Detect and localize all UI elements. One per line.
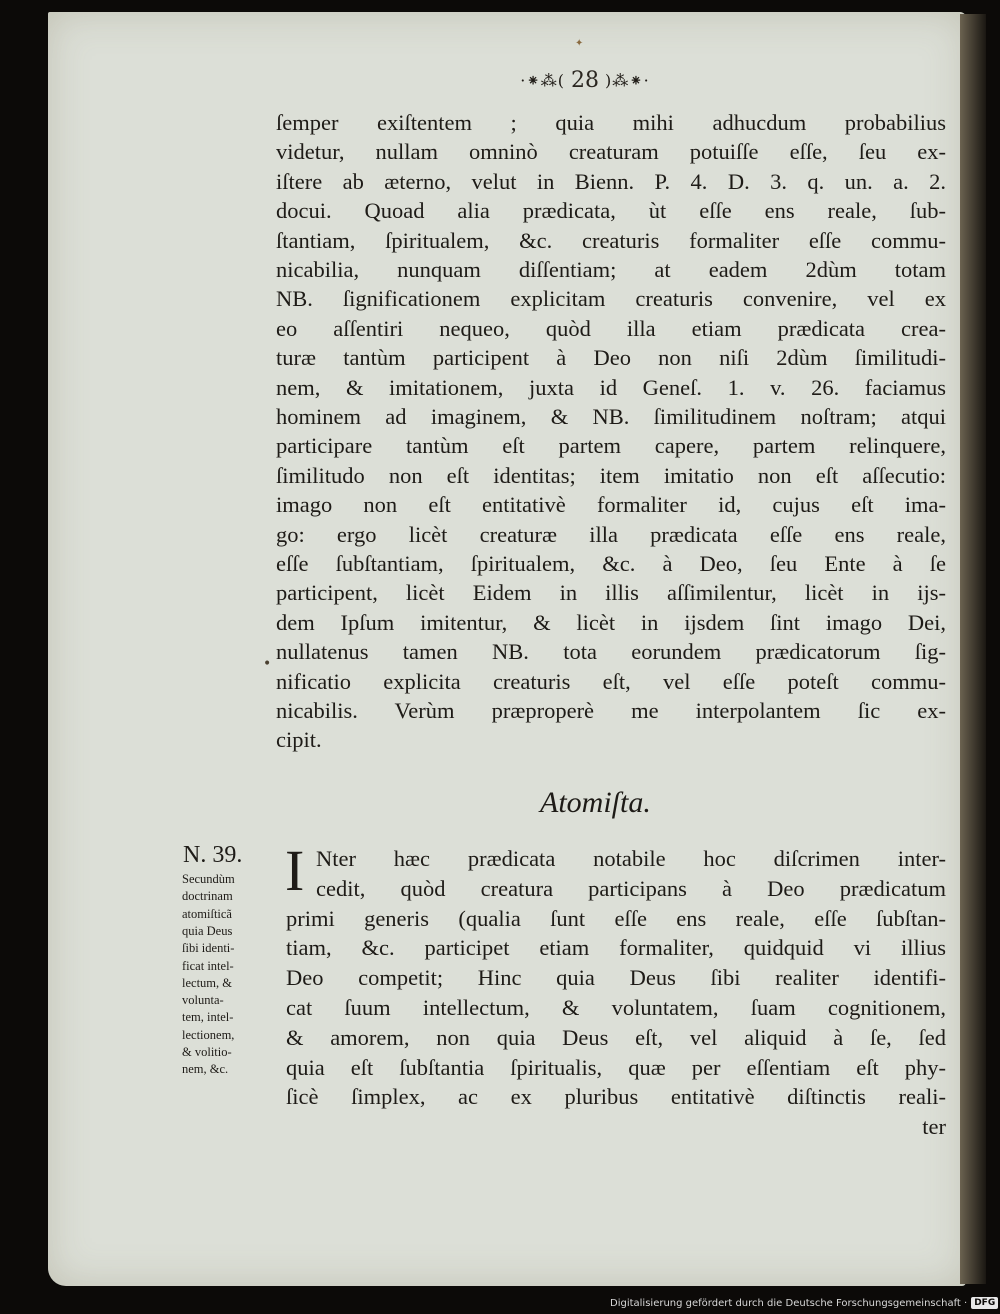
text-line: nificatio explicita creaturis eſt, vel eſſe poteſt commu- [276, 668, 946, 694]
text-line: videtur, nullam omninò creaturam potuiſſe eſſe, ſeu ex- [276, 139, 946, 165]
digitization-footer [610, 1297, 998, 1309]
text-line: participare tantùm eſt partem capere, partem relinquere, [276, 433, 946, 459]
text-line: iſtere ab æterno, velut in Bienn. P. 4. D. 3. q. un. a. 2. [276, 168, 946, 194]
section-heading: Atomiſta. [540, 786, 651, 819]
margin-dot: • [263, 656, 272, 672]
text-line: primi generis (qualia ſunt eſſe ens reale, eſſe ſubſtan- [286, 905, 946, 931]
text-line: nullatenus tamen NB. tota eorundem prædicatorum ſig- [276, 639, 946, 665]
margin-note-line: & volitio- [182, 1045, 232, 1059]
text-line: eo aſſentiri nequeo, quòd illa etiam prædicata crea- [276, 315, 946, 341]
margin-note-line: ſibi identi- [182, 941, 235, 956]
text-line: ſemper exiſtentem ; quia mihi adhucdum probabilius [276, 110, 946, 135]
margin-number: N. 39. [183, 842, 243, 868]
margin-note-line: tem, intel- [182, 1010, 234, 1025]
page-edge [960, 14, 986, 1284]
text-line: NB. ſignificationem explicitam creaturis convenire, vel ex [276, 286, 946, 312]
text-line: Nter hæc prædicata notabile hoc diſcrimen inter- [316, 846, 946, 871]
ornament-left: ·⁕⁂( [520, 70, 565, 90]
margin-note-line: doctrinam [182, 889, 233, 904]
page-number: 28 [571, 67, 599, 93]
text-line: ſicè ſimplex, ac ex pluribus entitativè diſtinctis reali- [286, 1084, 946, 1110]
drop-cap: I [285, 838, 305, 903]
text-line: nem, & imitationem, juxta id Geneſ. 1. v. 26. faciamus [276, 374, 946, 400]
text-line: quia eſt ſubſtantia ſpiritualis, quæ per eſſentiam eſt phy- [286, 1054, 946, 1080]
text-line: turæ tantùm participent à Deo non niſi 2dùm ſimilitudi- [276, 345, 946, 371]
margin-note-line: atomiſticã [182, 906, 232, 921]
margin-note-line: lectionem, [182, 1027, 235, 1042]
margin-note-line: quia Deus [182, 923, 233, 938]
text-line: ter [922, 1114, 946, 1140]
text-line: dem Ipſum imitentur, & licèt in ijsdem ſint imago Dei, [276, 609, 946, 635]
margin-note-line: lectum, & [182, 975, 232, 990]
text-line: participent, licèt Eidem in illis aſſimilentur, licèt in ijs- [276, 580, 946, 606]
ink-dot: ✦ [575, 38, 584, 49]
margin-note-line: Secundùm [182, 872, 235, 886]
text-line: eſſe ſubſtantiam, ſpiritualem, &c. à Deo, ſeu Ente à ſe [276, 551, 946, 576]
page-header [470, 62, 700, 98]
text-line: docui. Quoad alia prædicata, ùt eſſe ens reale, ſub- [276, 198, 946, 224]
dfg-logo: DFG [971, 1297, 998, 1309]
margin-note-line: ficat intel- [182, 958, 234, 973]
text-line: nicabilia, nunquam diſſentiam; at eadem 2dùm totam [276, 257, 946, 282]
margin-note-line: nem, &c. [182, 1062, 229, 1077]
text-line: cat ſuum intellectum, & voluntatem, ſuam cognitionem, [286, 995, 946, 1020]
footer-text: Digitalisierung gefördert durch die Deutsche Forschungsgemeinschaft · [610, 1297, 968, 1309]
text-line: cipit. [276, 727, 322, 753]
text-line: tiam, &c. participet etiam formaliter, quidquid vi illius [286, 935, 946, 961]
text-line: Deo competit; Hinc quia Deus ſibi realiter identifi- [286, 965, 946, 991]
text-line: nicabilis. Verùm præproperè me interpolantem ſic ex- [276, 698, 946, 723]
text-line: cedit, quòd creatura participans à Deo prædicatum [316, 875, 946, 901]
text-line: hominem ad imaginem, & NB. ſimilitudinem noſtram; atqui [276, 404, 946, 429]
margin-note-line: volunta- [182, 993, 224, 1008]
text-line: go: ergo licèt creaturæ illa prædicata eſſe ens reale, [276, 521, 946, 547]
text-line: imago non eſt entitativè formaliter id, cujus eſt ima- [276, 492, 946, 518]
text-line: ſimilitudo non eſt identitas; item imitatio non eſt aſſecutio: [276, 462, 946, 488]
text-line: ſtantiam, ſpiritualem, &c. creaturis formaliter eſſe commu- [276, 227, 946, 253]
ornament-right: )⁂⁕· [605, 70, 650, 90]
text-line: & amorem, non quia Deus eſt, vel aliquid à ſe, ſed [286, 1024, 946, 1050]
